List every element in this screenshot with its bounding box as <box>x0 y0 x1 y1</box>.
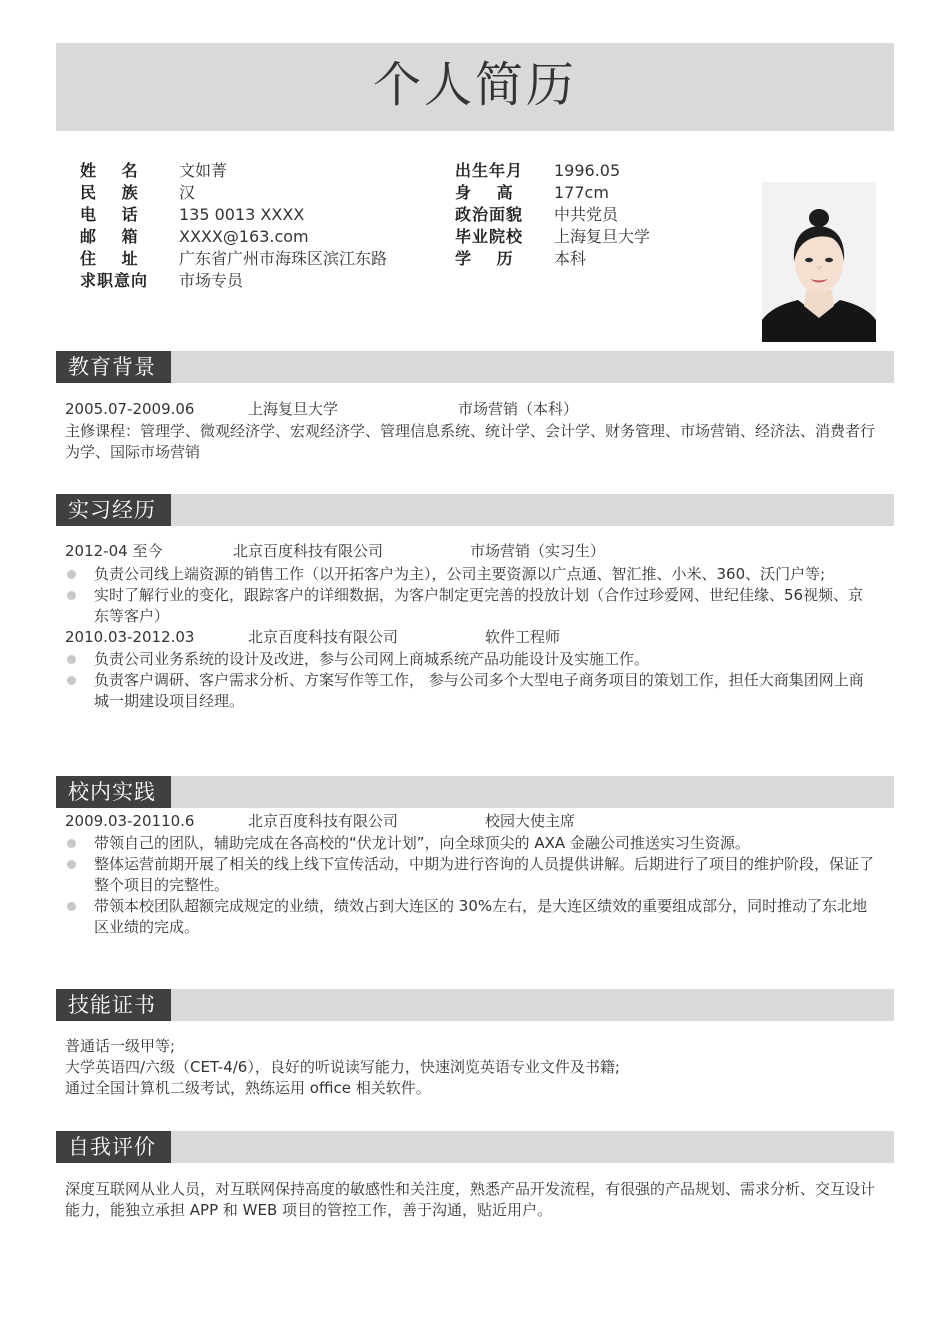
skill-line: 普通话一级甲等; <box>65 1037 176 1055</box>
bullet-dot <box>67 655 76 664</box>
bullet-dot <box>67 570 76 579</box>
profile-photo <box>762 182 876 342</box>
self-eval-text: 深度互联网从业人员，对互联网保持高度的敏感性和关注度，熟悉产品开发流程，有很强的产品规划、需求分析、交互设计能力，能独立承担 APP 和 WEB 项目的管控工作，善于沟通，贴近用户。 <box>65 1180 876 1219</box>
info-value: 文如菁 <box>179 161 228 180</box>
bullet-text: 带领自己的团队，辅助完成在各高校的“伏龙计划”，向全球顶尖的 AXA 金融公司推送实习生资源。 <box>94 834 750 852</box>
info-value: 中共党员 <box>554 205 619 224</box>
info-label: 求职意向 <box>80 271 149 290</box>
bullet-text: 带领本校团队超额完成规定的业绩，绩效占到大连区的 30%左右，是大连区绩效的重要组成部分，同时推动了东北地区业绩的完成。 <box>94 897 868 936</box>
info-value: 上海复旦大学 <box>554 227 651 246</box>
bullet-dot <box>67 860 76 869</box>
info-value: 广东省广州市海珠区滨江东路 <box>179 249 388 268</box>
campus-entry-row <box>65 811 885 832</box>
bullet-text: 负责客户调研、客户需求分析、方案写作等工作， 参与公司多个大型电子商务项目的策划工作，担任大商集团网上商城一期建设项目经理。 <box>94 671 864 710</box>
section-education-header <box>56 351 894 383</box>
job-role: 软件工程师 <box>485 628 561 646</box>
title-banner <box>56 43 894 131</box>
skills-list <box>65 1036 620 1099</box>
job-entry-row <box>65 627 885 648</box>
section-title: 校内实践 <box>56 776 171 808</box>
info-label: 电 话 <box>80 205 139 224</box>
bullet-text: 实时了解行业的变化，跟踪客户的详细数据，为客户制定更完善的投放计划（合作过珍爱网、世纪佳缘、56视频、京东等客户） <box>94 586 864 625</box>
section-title: 自我评价 <box>56 1131 171 1163</box>
bullet-dot <box>67 902 76 911</box>
info-label: 出生年月 <box>455 161 524 180</box>
job-company: 北京百度科技有限公司 <box>248 628 399 646</box>
section-self-eval-header <box>56 1131 894 1163</box>
info-label: 邮 箱 <box>80 227 139 246</box>
info-value: 1996.05 <box>554 161 621 180</box>
campus-role: 校园大使主席 <box>485 812 576 830</box>
info-label: 住 址 <box>80 249 139 268</box>
info-label: 民 族 <box>80 183 139 202</box>
bullet-text: 负责公司业务系统的设计及改进，参与公司网上商城系统产品功能设计及实施工作。 <box>94 650 650 668</box>
info-label: 学 历 <box>455 249 514 268</box>
info-label: 身 高 <box>455 183 514 202</box>
bullet-text: 整体运营前期开展了相关的线上线下宣传活动，中期为进行咨询的人员提供讲解。后期进行了项目的维护阶段，保证了整个项目的完整性。 <box>94 855 875 894</box>
section-internship-header <box>56 494 894 526</box>
job-period: 2010.03-2012.03 <box>65 628 195 646</box>
info-value: 市场专员 <box>179 271 244 290</box>
job-period: 2012-04 至今 <box>65 542 163 560</box>
info-value: 135 0013 XXXX <box>179 205 305 224</box>
info-value: 本科 <box>554 249 587 268</box>
info-value: 177cm <box>554 183 609 202</box>
info-label: 政治面貌 <box>455 205 524 224</box>
info-label: 姓 名 <box>80 161 139 180</box>
job-entry-row <box>65 541 885 562</box>
campus-period: 2009.03-20110.6 <box>65 812 195 830</box>
section-title: 教育背景 <box>56 351 171 383</box>
skill-line: 大学英语四/六级（CET-4/6），良好的听说读写能力，快速浏览英语专业文件及书籍; <box>65 1058 620 1076</box>
section-title: 实习经历 <box>56 494 171 526</box>
bullet-text: 负责公司线上端资源的销售工作（以开拓客户为主），公司主要资源以广点通、智汇推、小米、360、沃门户等; <box>94 565 826 583</box>
personal-info-left <box>80 160 440 300</box>
bullet-dot <box>67 839 76 848</box>
job-company: 北京百度科技有限公司 <box>233 542 384 560</box>
section-title: 技能证书 <box>56 989 171 1021</box>
education-school: 上海复旦大学 <box>248 400 339 418</box>
skill-line: 通过全国计算机二级考试，熟练运用 office 相关软件。 <box>65 1079 431 1097</box>
job-role: 市场营销（实习生） <box>470 542 606 560</box>
education-entry-row <box>65 399 885 420</box>
info-value: XXXX@163.com <box>179 227 309 246</box>
info-label: 毕业院校 <box>455 227 524 246</box>
section-skills-header <box>56 989 894 1021</box>
resume-title: 个人简历 <box>372 57 577 113</box>
section-campus-header <box>56 776 894 808</box>
info-value: 汉 <box>179 183 196 202</box>
education-courses: 主修课程：管理学、微观经济学、宏观经济学、管理信息系统、统计学、会计学、财务管理、市场营销、经济法、消费者行为学、国际市场营销 <box>65 422 876 461</box>
bullet-dot <box>67 591 76 600</box>
personal-info-right <box>455 160 755 280</box>
bullet-dot <box>67 676 76 685</box>
education-major: 市场营销（本科） <box>458 400 579 418</box>
education-period: 2005.07-2009.06 <box>65 400 195 418</box>
campus-company: 北京百度科技有限公司 <box>248 812 399 830</box>
